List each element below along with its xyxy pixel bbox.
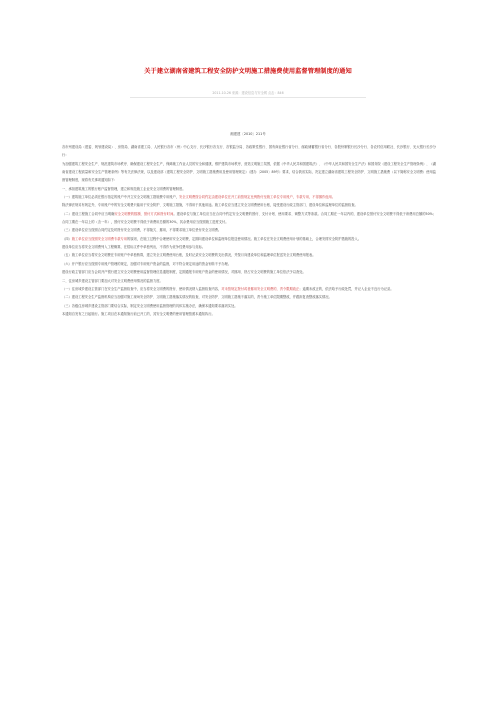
highlighted-text: 安全文明费的数额、预付方式和拨付时间 [114,211,174,216]
paragraph-text: 各市州建设局（建委、规划建设局）、房管局、湖南省建工局、人民银行各市（州）中心支行、长沙银行各支行、各银监分局、各政策性银行、国有商业银行省分行、邮政储蓄银行省分行、各股份制银行长沙分行、各农村信用联社、长沙银行、光大银行长沙分行： [62,145,436,158]
paragraph-text: 建设行政主管部门应当会同开户银行建立安全文明费使用监督管理信息通报制度，定期通报专用账户资金的使用情况，对挪用、挤占安全文明费的施工单位依法予以查处。 [62,270,306,275]
paragraph [62,226,436,234]
document-body [62,143,436,318]
paragraph-text: 建设单位应当将安全文明费列入工程概算，在招标文件中单独列出，不得作为竞争性费用参与竞标。 [62,245,205,250]
paragraph-text: （二）建设工程安全生产监督机构应当加强对施工现场安全防护、文明施工措施落实情况的检查，对安全防护、文明施工措施不落实的，责令施工单位限期整改，并跟踪复查整改落实情况。 [62,295,332,300]
paragraph [62,201,436,209]
paragraph [62,160,436,185]
paragraph [62,185,436,193]
highlighted-text: 安全文明费按合同约定由建设单位在开工前按规定比例拨付至施工单位专用账户，专款专用，不得挪作他用。 [179,195,335,200]
title-divider [130,97,366,98]
paragraph [62,277,436,285]
paragraph-text: 为加强建筑工程安全生产、规范建筑市场秩序、确保建设工程安全生产，保障施工作业人员的安全和健康，维护建筑市场秩序，营造文明施工氛围，依据《中华人民共和国建筑法》、《中华人民共和国安全生产法》和国务院《建设工程安全生产管理条例》、《湖南省建设工程质量和安全生产管理条例》等有关法律法规，以及建设部《建筑工程安全防护、文明施工措施费用及使用管理规定》（建办〔2005〕89号）要求，结合我省实际，决定建立湖南省建筑工程安全防护、文明施工措施费（以下简称安全文明费）使用监督管理制度，现将有关事项通知如下： [62,161,436,183]
document-number: 湘建建〔2010〕211号 [230,132,266,136]
paragraph-text: 。建设单位与施工单位应当在合同中约定安全文明费的预付、支付计划、使用要求、调整方式等条款。合同工期在一年以内的，建设单位预付安全文明费不得低于该费用总额的50%；合同工期在一年以上的（含一年），预付安全文明费不得低于该费用总额的30%，其余费用应当按照施工进度支付。 [62,211,437,225]
paragraph [62,193,436,201]
paragraph-text: （一）建筑施工单位必须在银行指定的账户中开立安全文明施工措施费专用账户， [62,195,179,200]
paragraph-text: （四） [62,236,72,241]
paragraph-text: （三）建设单位应当按照合同约定及时拨付安全文明费，不得拖欠、挪用，不得要求施工单位垫付安全文明费。 [62,228,222,233]
paragraph-text: 除法律法规另有规定外，专用账户中的安全文明费只能用于安全防护、文明施工措施，不得用于其他用途。施工单位应当建立安全文明费使用台账，接受建设行政主管部门、建设单位和监理单位的监督检查。 [62,203,358,208]
paragraph-text: （五）施工单位应当将安全文明费在专用账户中单独核算，建立安全文明费使用台账，及时记录安全文明费的支出情况，并按月向建设单位和监理单位报送安全文明费使用报表。 [62,253,316,258]
paragraph [62,210,436,227]
paragraph [62,293,436,301]
paragraph-text: （三）各级住房城乡建设主管部门要结合实际，制定安全文明费使用监督管理的具体实施办法，确保本通知要求落到实处。 [62,303,238,308]
document-title: 关于建立湖南省建筑工程安全防护文明施工措施费使用监督管理制度的通知 [144,68,352,75]
paragraph-text: 的原则，在施工过程中合理使用安全文明费，定期向建设单位和监理单位报送使用情况。施工单位在安全文明费使用计划的基础上，合理安排安全防护措施的投入。 [127,236,361,241]
paragraph [62,243,436,251]
paragraph-text: 一、承担建筑施工的银行账户监督管理，建立和规范施工企业安全文明费的管理制度。 [62,186,186,191]
paragraph-text: （六）开户银行应当按照专用账户管理的规定，加强对专用账户资金的监督，对不符合规定用途的资金划转不予办理。 [62,261,231,266]
paragraph [62,260,436,268]
paragraph-text: （二）建设工程施工合同中应当明确 [62,211,115,216]
paragraph-text: ；逾期未改正的，依法给予行政处罚，并记入企业不良行为记录。 [299,286,394,291]
paragraph [62,143,436,160]
highlighted-text: 施工单位应当按照安全文明费专款专用 [71,236,127,241]
paragraph [62,235,436,243]
paragraph-text: （一）住房城乡建设主管部门在安全生产监督检查中，应当将安全文明费的拨付、使用情况纳入监督检查内容， [62,286,222,291]
paragraph [62,302,436,310]
paragraph-text: 二、住房城乡建设主管部门要加大对安全文明费使用情况的监督力度。 [62,278,163,283]
highlighted-text: 对未按规定拨付或者挪用安全文明费的，责令限期改正 [221,286,300,291]
document-meta: 2011-10-26 来源：建设信息与安全网 点击：846 [212,91,284,95]
paragraph [62,285,436,293]
paragraph-text: 本通知自发布之日起施行。施工项目在本通知施行前已开工的，其安全文明费的使用管理按照本通知执行。 [62,311,215,316]
paragraph [62,310,436,318]
paragraph [62,268,436,276]
paragraph [62,251,436,259]
